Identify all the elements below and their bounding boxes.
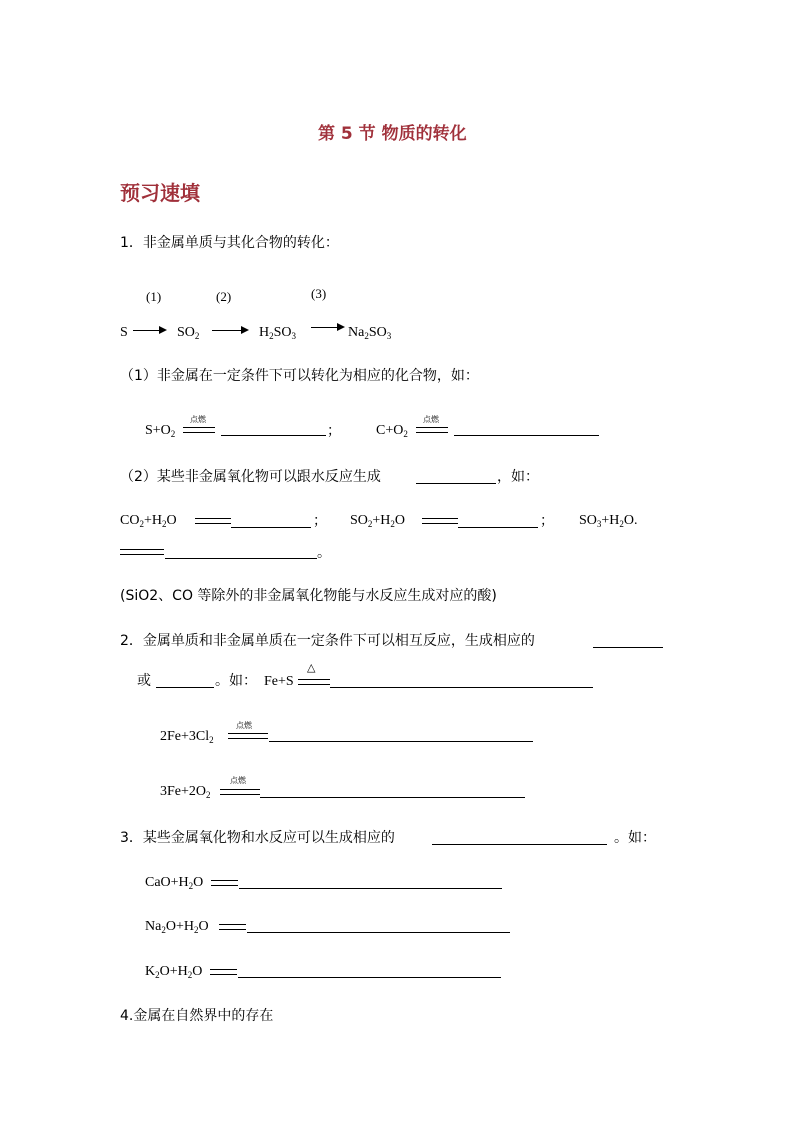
equals-sign bbox=[210, 969, 237, 975]
heat-condition: △ bbox=[307, 661, 316, 674]
eq-fe-cl2-reactants: $2Fe+3Cl_2$ bbox=[160, 729, 214, 745]
eq-na2o-h2o-reactants: $Na_2O+H_2O$ bbox=[145, 919, 209, 935]
sub-question-2-end: ，如： bbox=[497, 469, 539, 485]
answer-blank[interactable] bbox=[432, 844, 607, 845]
step-label-2: (2) bbox=[216, 289, 232, 304]
answer-blank[interactable] bbox=[269, 741, 533, 742]
answer-blank[interactable] bbox=[221, 435, 326, 436]
equals-sign bbox=[416, 427, 448, 433]
question-4-text: 4.金属在自然界中的存在 bbox=[120, 1008, 274, 1024]
eq-c-o2-reactants: $C+O_2$ bbox=[376, 423, 408, 439]
eq-co2-h2o-reactants: $CO_2+H_2O$ bbox=[120, 513, 177, 529]
eq-fe-s-reactants: Fe+S bbox=[264, 674, 294, 689]
question-3-text: 3．某些金属氧化物和水反应可以生成相应的 bbox=[120, 830, 395, 846]
equals-sign bbox=[422, 518, 458, 524]
eq-condition-ignite: 点燃 bbox=[190, 415, 206, 424]
question-3-end: 。如： bbox=[614, 830, 656, 846]
answer-blank[interactable] bbox=[239, 888, 502, 889]
equals-sign bbox=[183, 427, 215, 433]
question-2-text: 2．金属单质和非金属单质在一定条件下可以相互反应，生成相应的 bbox=[120, 633, 535, 649]
answer-blank[interactable] bbox=[165, 558, 317, 559]
section-heading: 预习速填 bbox=[120, 181, 200, 205]
period: 。 bbox=[317, 545, 331, 561]
equals-sign bbox=[211, 880, 238, 886]
chain-so2: $SO_2$ bbox=[177, 325, 200, 341]
separator: ； bbox=[540, 513, 554, 529]
note-text: (SiO2、CO 等除外的非金属氧化物能与水反应生成对应的酸) bbox=[120, 588, 497, 604]
chain-h2so3: $H_2SO_3$ bbox=[259, 325, 297, 341]
chain-arrow-3 bbox=[311, 327, 343, 328]
answer-blank[interactable] bbox=[247, 932, 510, 933]
answer-blank[interactable] bbox=[156, 687, 214, 688]
chain-na2so3: $Na_2SO_3$ bbox=[348, 325, 392, 341]
eq-fe-o2-reactants: $3Fe+2O_2$ bbox=[160, 784, 211, 800]
eq-condition-ignite: 点燃 bbox=[230, 776, 246, 785]
equals-sign bbox=[298, 679, 330, 685]
eq-s-o2-reactants: $S+O_2$ bbox=[145, 423, 176, 439]
sub-question-2: （2）某些非金属氧化物可以跟水反应生成 bbox=[120, 469, 381, 485]
separator: ； bbox=[313, 513, 327, 529]
answer-blank[interactable] bbox=[231, 527, 311, 528]
answer-blank[interactable] bbox=[593, 647, 663, 648]
eq-cao-h2o-reactants: $CaO+H_2O$ bbox=[145, 875, 204, 891]
separator: ； bbox=[327, 423, 341, 439]
eq-condition-ignite: 点燃 bbox=[236, 721, 252, 730]
step-label-3: (3) bbox=[311, 286, 327, 301]
eq-so2-h2o-reactants: $SO_2+H_2O$ bbox=[350, 513, 406, 529]
answer-blank[interactable] bbox=[238, 977, 501, 978]
equals-sign bbox=[195, 518, 231, 524]
step-label-1: (1) bbox=[146, 289, 162, 304]
chain-s: S bbox=[120, 325, 128, 340]
chain-arrow-2 bbox=[212, 330, 247, 331]
answer-blank[interactable] bbox=[454, 435, 599, 436]
equals-sign bbox=[219, 924, 246, 930]
sub-question-1: （1）非金属在一定条件下可以转化为相应的化合物，如： bbox=[120, 368, 479, 384]
answer-blank[interactable] bbox=[330, 687, 593, 688]
equals-sign bbox=[228, 733, 268, 739]
eq-k2o-h2o-reactants: $K_2O+H_2O$ bbox=[145, 964, 203, 980]
question-1-text: 1．非金属单质与其化合物的转化： bbox=[120, 235, 339, 251]
equals-sign bbox=[120, 549, 164, 555]
answer-blank[interactable] bbox=[260, 797, 525, 798]
question-2-or: 或 bbox=[137, 673, 151, 689]
equals-sign bbox=[220, 789, 260, 795]
chain-arrow-1 bbox=[133, 330, 165, 331]
eq-condition-ignite: 点燃 bbox=[423, 415, 439, 424]
answer-blank[interactable] bbox=[458, 527, 538, 528]
question-2-example: 。如： bbox=[215, 673, 257, 689]
answer-blank[interactable] bbox=[416, 483, 496, 484]
eq-so3-h2o-reactants: $SO_3+H_2O$. bbox=[579, 513, 638, 529]
page-title: 第 5 节 物质的转化 bbox=[318, 124, 467, 144]
